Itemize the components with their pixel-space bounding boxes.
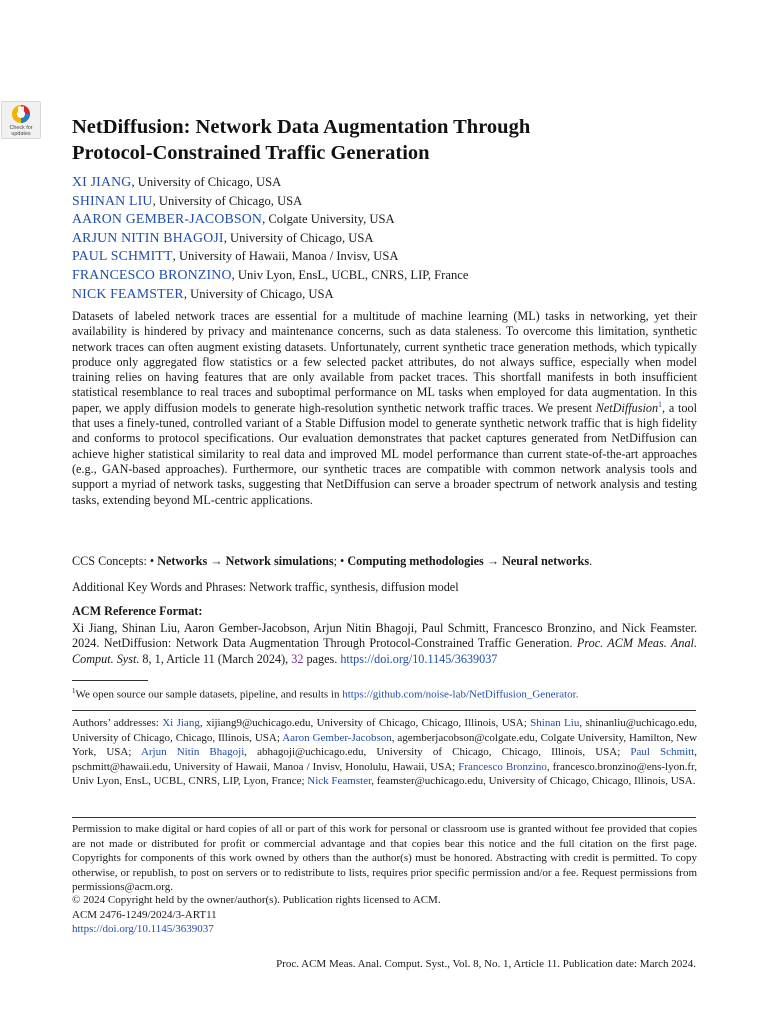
abstract-text-part2: , a tool that uses a finely-tuned, controlled variant of a Stable Diffusion model to generate synthetic network traffic that is high fidelity and conforms to protocol specifications. Our evaluation demonstrates that packet captures generated from NetDiffusion can achieve higher statistical similarity to real data and improved ML model performance than current state-of-the-art approaches (e.g., GAN-based approaches). Furthermore, our synthetic traces are compatible with common network analysis tools and support a myriad of network tasks, suggesting that NetDiffusion can serve a broader spectrum of network analysis and testing tasks, extending beyond ML-centric applications.	[72, 400, 697, 507]
address-text: , xijiang9@uchicago.edu, University of Chicago, Chicago, Illinois, USA;	[199, 717, 531, 729]
author-addresses	[72, 716, 697, 789]
author-affiliation: , University of Chicago, USA	[131, 175, 282, 189]
check-for-updates-icon	[11, 104, 31, 124]
address-text: , agemberjacobson@colgate.edu, Colgate University, Hamilton, New York, USA;	[72, 731, 698, 759]
ccs-concepts	[72, 554, 702, 569]
author-name-link[interactable]: FRANCESCO BRONZINO	[72, 266, 232, 282]
address-text: , feamster@uchicago.edu, University of Chicago, Chicago, Illinois, USA.	[371, 775, 696, 788]
author-affiliation: , University of Chicago, USA	[223, 230, 374, 245]
ccs-arrow: →	[486, 554, 500, 568]
author-item	[72, 192, 468, 211]
permission-divider	[72, 817, 696, 818]
author-item	[72, 229, 468, 248]
page-footer: Proc. ACM Meas. Anal. Comput. Syst., Vol. 8, No. 1, Article 11. Publication date: March 2024.	[276, 958, 696, 970]
author-affiliation: , University of Chicago, USA	[152, 193, 303, 208]
address-author-link[interactable]: Arjun Nitin Bhagoji	[140, 746, 245, 759]
author-list	[72, 173, 468, 303]
footnote-marker-link[interactable]: 1	[658, 399, 663, 409]
author-name-link[interactable]: SHINAN LIU	[72, 192, 153, 208]
address-text: , francesco.bronzino@ens-lyon.fr, Univ Lyon, EnsL, UCBL, CNRS, LIP, Lyon, France;	[72, 760, 698, 788]
ccs-concept-computing-methodologies: Computing methodologies	[347, 554, 484, 568]
author-item	[72, 173, 468, 192]
author-affiliation: , Univ Lyon, EnsL, UCBL, CNRS, LIP, France	[231, 267, 469, 282]
reference-volume: 8, 1, Article 11 (March 2024),	[139, 651, 292, 666]
ccs-end: .	[589, 554, 593, 568]
author-name-link[interactable]: ARJUN NITIN BHAGOJI	[72, 229, 224, 245]
address-text: , abhagoji@uchicago.edu, University of Chicago, Chicago, Illinois, USA;	[244, 746, 631, 759]
footnote-number: 1	[72, 687, 76, 695]
acm-id-line: ACM 2476-1249/2024/3-ART11	[72, 908, 217, 921]
title-line-2: Protocol-Constrained Traffic Generation	[72, 141, 430, 164]
author-item	[72, 210, 468, 229]
footnote	[72, 684, 578, 702]
title-line-1: NetDiffusion: Network Data Augmentation Through	[72, 116, 531, 138]
footnote-divider	[72, 680, 148, 681]
abstract-text-part1: Datasets of labeled network traces are essential for a multitude of machine learning (ML) tasks in networking, yet their availability is hindered by privacy and maintenance concerns, such as data staleness. To overcome this limitation, synthetic network traces can often augment existing datasets. Unfortunately, current synthetic trace generation methods, which typically produce only aggregated flow statistics or a few selected packet attributes, do not always suffice, especially when model training relies on having features that are only available from packet traces. This shortfall manifests in both insufficient statistical resemblance to real traces and suboptimal performance on ML tasks when employed for data augmentation. In this paper, we apply diffusion models to generate high-resolution synthetic network traffic traces. We present	[72, 309, 697, 415]
reference-pages-link[interactable]: 32	[291, 651, 304, 666]
badge-text-line2: updates	[11, 131, 31, 137]
copyright-line: © 2024 Copyright held by the owner/author(s). Publication rights licensed to ACM.	[72, 894, 441, 906]
author-name-link[interactable]: PAUL SCHMITT	[72, 248, 173, 264]
check-for-updates-badge[interactable]	[1, 101, 41, 139]
acm-reference-heading: ACM Reference Format:	[72, 604, 203, 618]
ccs-separator: ; •	[333, 554, 345, 568]
acm-reference-body	[72, 621, 697, 667]
author-item	[72, 266, 468, 285]
address-author-link[interactable]: Xi Jiang	[162, 717, 200, 729]
badge-text-line1: Check for	[9, 125, 33, 131]
keywords: Additional Key Words and Phrases: Network traffic, synthesis, diffusion model	[72, 580, 459, 594]
address-author-link[interactable]: Francesco Bronzino	[458, 760, 547, 773]
ccs-concept-neural-networks: Neural networks	[502, 554, 590, 568]
reference-text: Xi Jiang, Shinan Liu, Aaron Gember-Jacobson, Arjun Nitin Bhagoji, Paul Schmitt, Francesco Bronzino, and Nick Feamster. 2024. NetDiffusion: Network Data Augmentation Through Protocol-Constrained Traffic Generation.	[72, 621, 697, 651]
addresses-divider	[72, 710, 696, 711]
reference-doi-link[interactable]: https://doi.org/10.1145/3639037	[340, 651, 498, 666]
abstract	[72, 309, 697, 508]
permission-notice: Permission to make digital or hard copies of all or part of this work for personal or classroom use is granted without fee provided that copies are not made or distributed for profit or commercial advantage and that copies bear this notice and the full citation on the first page. Copyrights for components of this work owned by others than the author(s) must be honored. Abstracting with credit is permitted. To copy otherwise, or republish, to post on servers or to redistribute to lists, requires prior specific permission and/or a fee. Request permissions from permissions@acm.org.	[72, 823, 697, 894]
footnote-text: We open source our sample datasets, pipeline, and results in	[75, 688, 343, 701]
author-name-link[interactable]: AARON GEMBER-JACOBSON	[72, 211, 263, 227]
address-author-link[interactable]: Paul Schmitt	[630, 746, 695, 759]
address-text: , shinanliu@uchicago.edu, University of Chicago, Chicago, Illinois, USA;	[72, 717, 698, 744]
doi-link[interactable]: https://doi.org/10.1145/3639037	[72, 923, 214, 936]
reference-journal: Proc. ACM Meas. Anal. Comput. Syst.	[72, 636, 697, 666]
author-affiliation: , University of Hawaii, Manoa / Invisv, USA	[172, 249, 399, 264]
paper-title	[72, 115, 712, 166]
author-name-link[interactable]: NICK FEAMSTER	[72, 285, 184, 301]
system-name: NetDiffusion	[595, 400, 659, 415]
author-item	[72, 285, 468, 304]
author-item	[72, 247, 468, 266]
address-author-link[interactable]: Shinan Liu	[530, 717, 580, 729]
ccs-concept-network-simulations: Network simulations	[225, 554, 334, 568]
address-author-link[interactable]: Nick Feamster	[307, 775, 372, 788]
address-author-link[interactable]: Aaron Gember-Jacobson	[282, 731, 392, 744]
author-affiliation: , Colgate University, USA	[262, 212, 395, 227]
author-name-link[interactable]: XI JIANG	[72, 174, 132, 189]
reference-pages-label: pages.	[303, 651, 341, 666]
ccs-label: CCS Concepts: •	[72, 554, 155, 568]
addresses-lead: Authors’ addresses:	[72, 717, 163, 729]
ccs-arrow: →	[210, 554, 223, 568]
github-link[interactable]: https://github.com/noise-lab/NetDiffusion_Generator.	[342, 688, 579, 701]
address-text: , pschmitt@hawaii.edu, University of Hawaii, Manoa / Invisv, Honolulu, Hawaii, USA;	[72, 746, 698, 773]
ccs-concept-networks: Networks	[157, 554, 208, 568]
author-affiliation: , University of Chicago, USA	[183, 286, 334, 301]
